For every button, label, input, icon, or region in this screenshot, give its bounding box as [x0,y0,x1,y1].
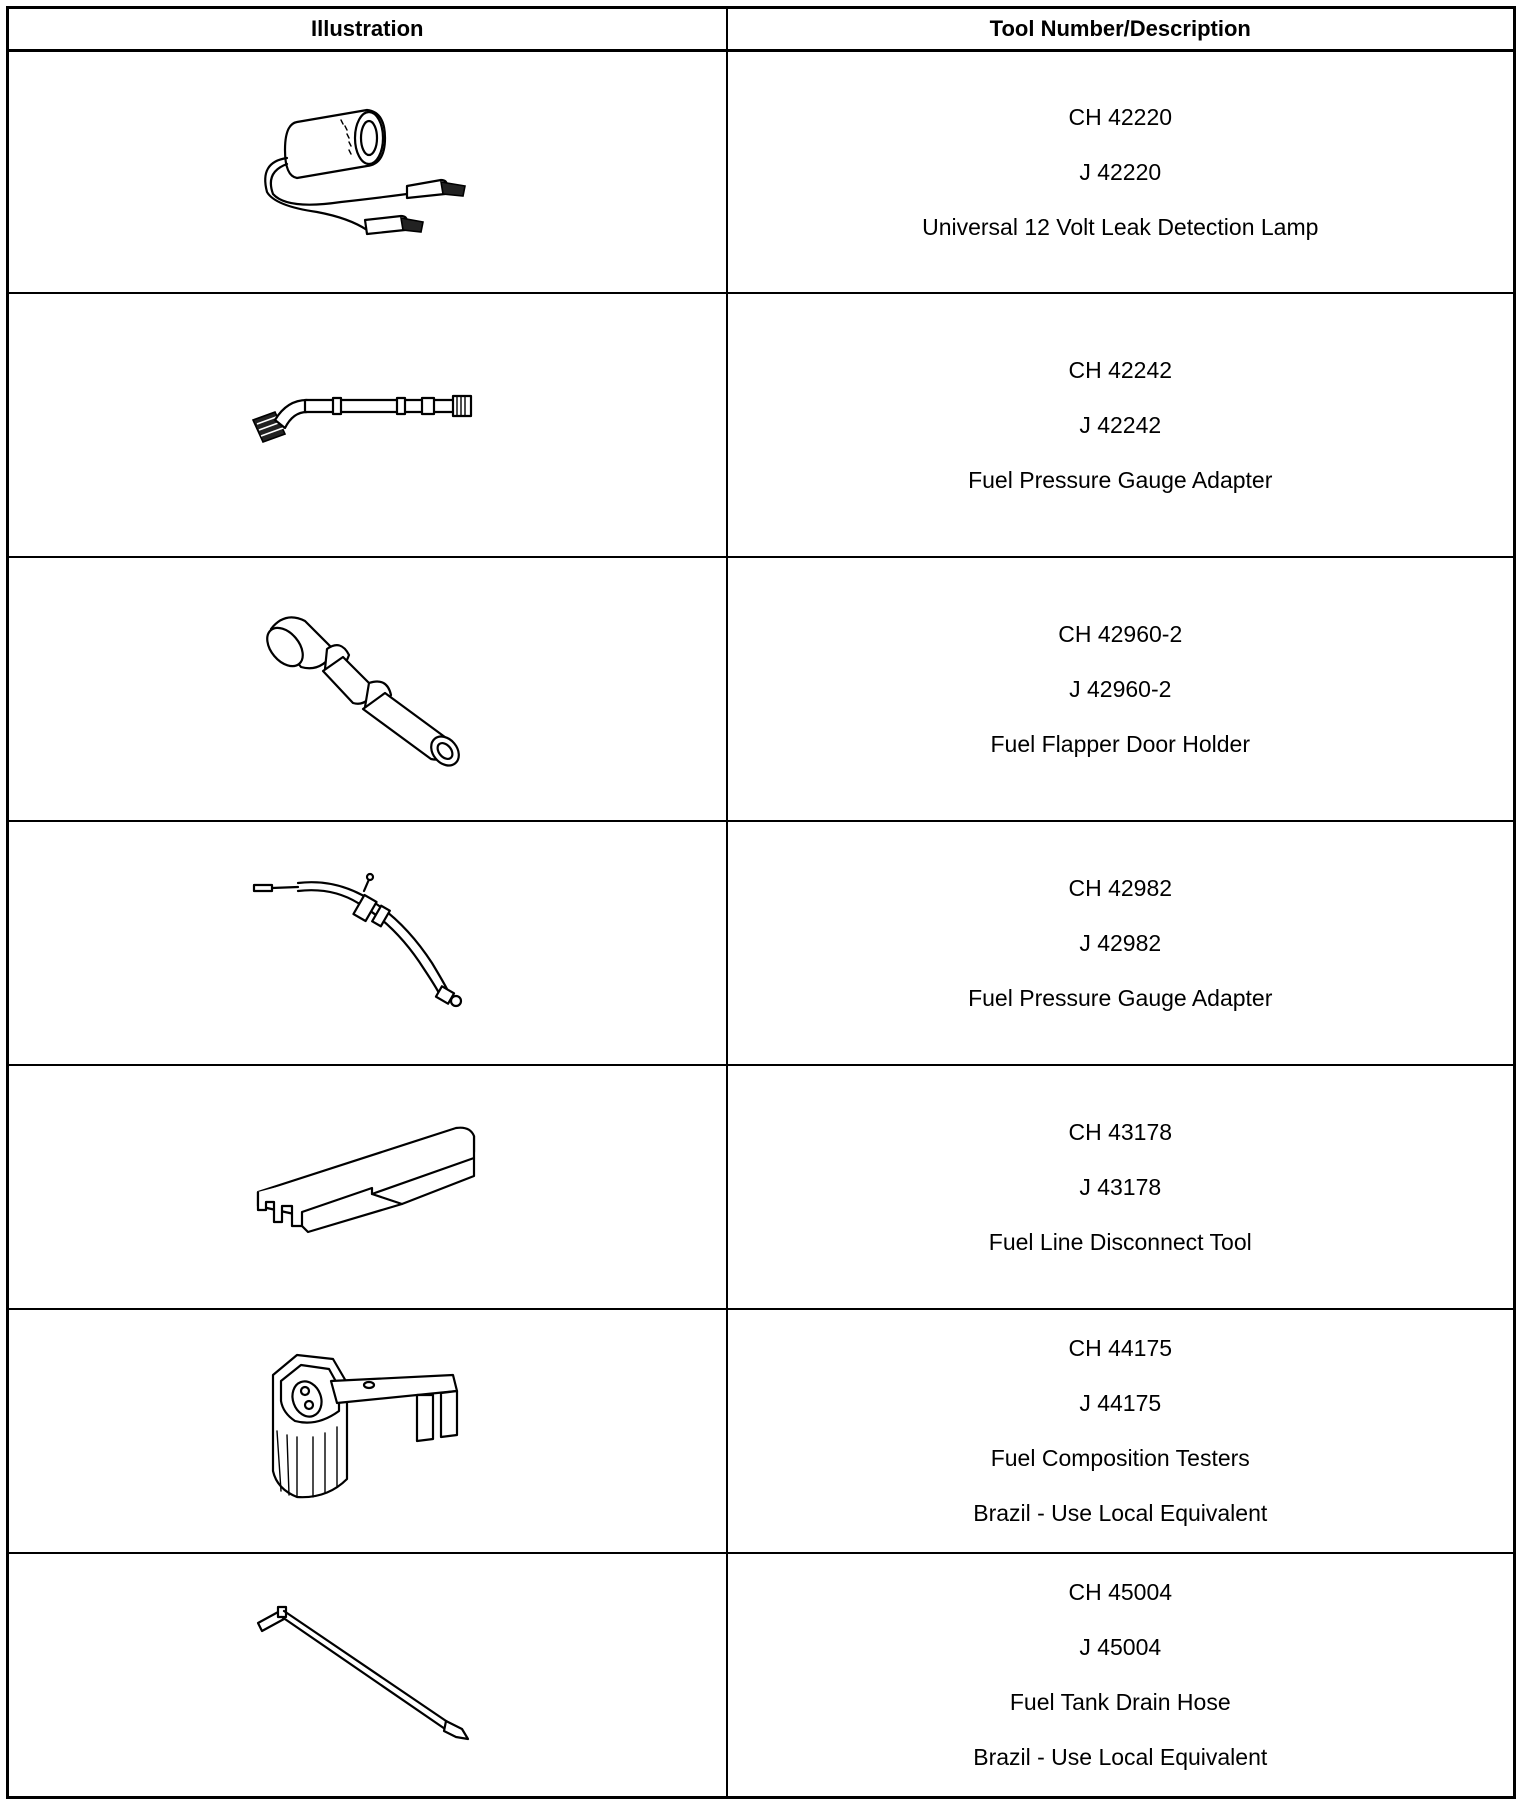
table-row [8,557,1515,821]
ch-tool-number: CH 43178 [1068,1118,1173,1145]
tool-description: Fuel Pressure Gauge Adapter [968,984,1273,1011]
illustration-cell [8,1309,727,1553]
tool-description-cell [727,1065,1515,1309]
tool-description-cell [727,821,1515,1065]
tool-description-cell [727,557,1515,821]
tool-column-header: Tool Number/Description [727,8,1515,51]
illustration-cell [8,821,727,1065]
fuel-pressure-gauge-hose-adapter-icon [252,873,482,1013]
table-row [8,1553,1515,1798]
tool-note: Brazil - Use Local Equivalent [973,1744,1268,1770]
illustration-cell [8,1065,727,1309]
header-row [8,8,1515,51]
tool-description-cell [727,51,1515,294]
fuel-composition-tester-icon [257,1351,477,1511]
j-tool-number: J 44175 [1079,1390,1162,1416]
fuel-line-disconnect-tool-icon [252,1122,482,1252]
ch-tool-number: CH 42982 [1068,874,1173,901]
special-tools-table [6,6,1516,1799]
j-tool-number: J 45004 [1079,1634,1162,1660]
table-row [8,1309,1515,1553]
table-row [8,293,1515,557]
table-row [8,821,1515,1065]
fuel-flapper-door-holder-icon [257,609,477,769]
leak-detection-lamp-icon [257,102,477,242]
tool-description: Fuel Composition Testers [990,1445,1250,1471]
tool-description: Universal 12 Volt Leak Detection Lamp [922,213,1319,240]
j-tool-number: J 42982 [1079,929,1162,956]
table-row [8,51,1515,294]
tool-description: Fuel Pressure Gauge Adapter [968,466,1273,493]
fuel-pressure-gauge-adapter-icon [247,390,487,460]
table-row [8,1065,1515,1309]
ch-tool-number: CH 45004 [1068,1579,1173,1605]
fuel-tank-drain-hose-icon [252,1605,482,1745]
tool-description-cell [727,1553,1515,1798]
illustration-cell [8,1553,727,1798]
illustration-cell [8,293,727,557]
ch-tool-number: CH 42220 [1068,103,1173,130]
j-tool-number: J 42242 [1079,411,1162,438]
tool-description-cell [727,1309,1515,1553]
j-tool-number: J 42960-2 [1069,675,1172,702]
j-tool-number: J 43178 [1079,1173,1162,1200]
illustration-column-header: Illustration [8,8,727,51]
j-tool-number: J 42220 [1079,158,1162,185]
illustration-cell [8,51,727,294]
ch-tool-number: CH 42242 [1068,356,1173,383]
tool-description: Fuel Line Disconnect Tool [988,1228,1252,1255]
tool-description-cell [727,293,1515,557]
ch-tool-number: CH 42960-2 [1058,620,1183,647]
tool-description: Fuel Flapper Door Holder [990,730,1250,757]
illustration-cell [8,557,727,821]
ch-tool-number: CH 44175 [1068,1335,1173,1361]
tool-description: Fuel Tank Drain Hose [1009,1689,1231,1715]
tool-note: Brazil - Use Local Equivalent [973,1500,1268,1526]
